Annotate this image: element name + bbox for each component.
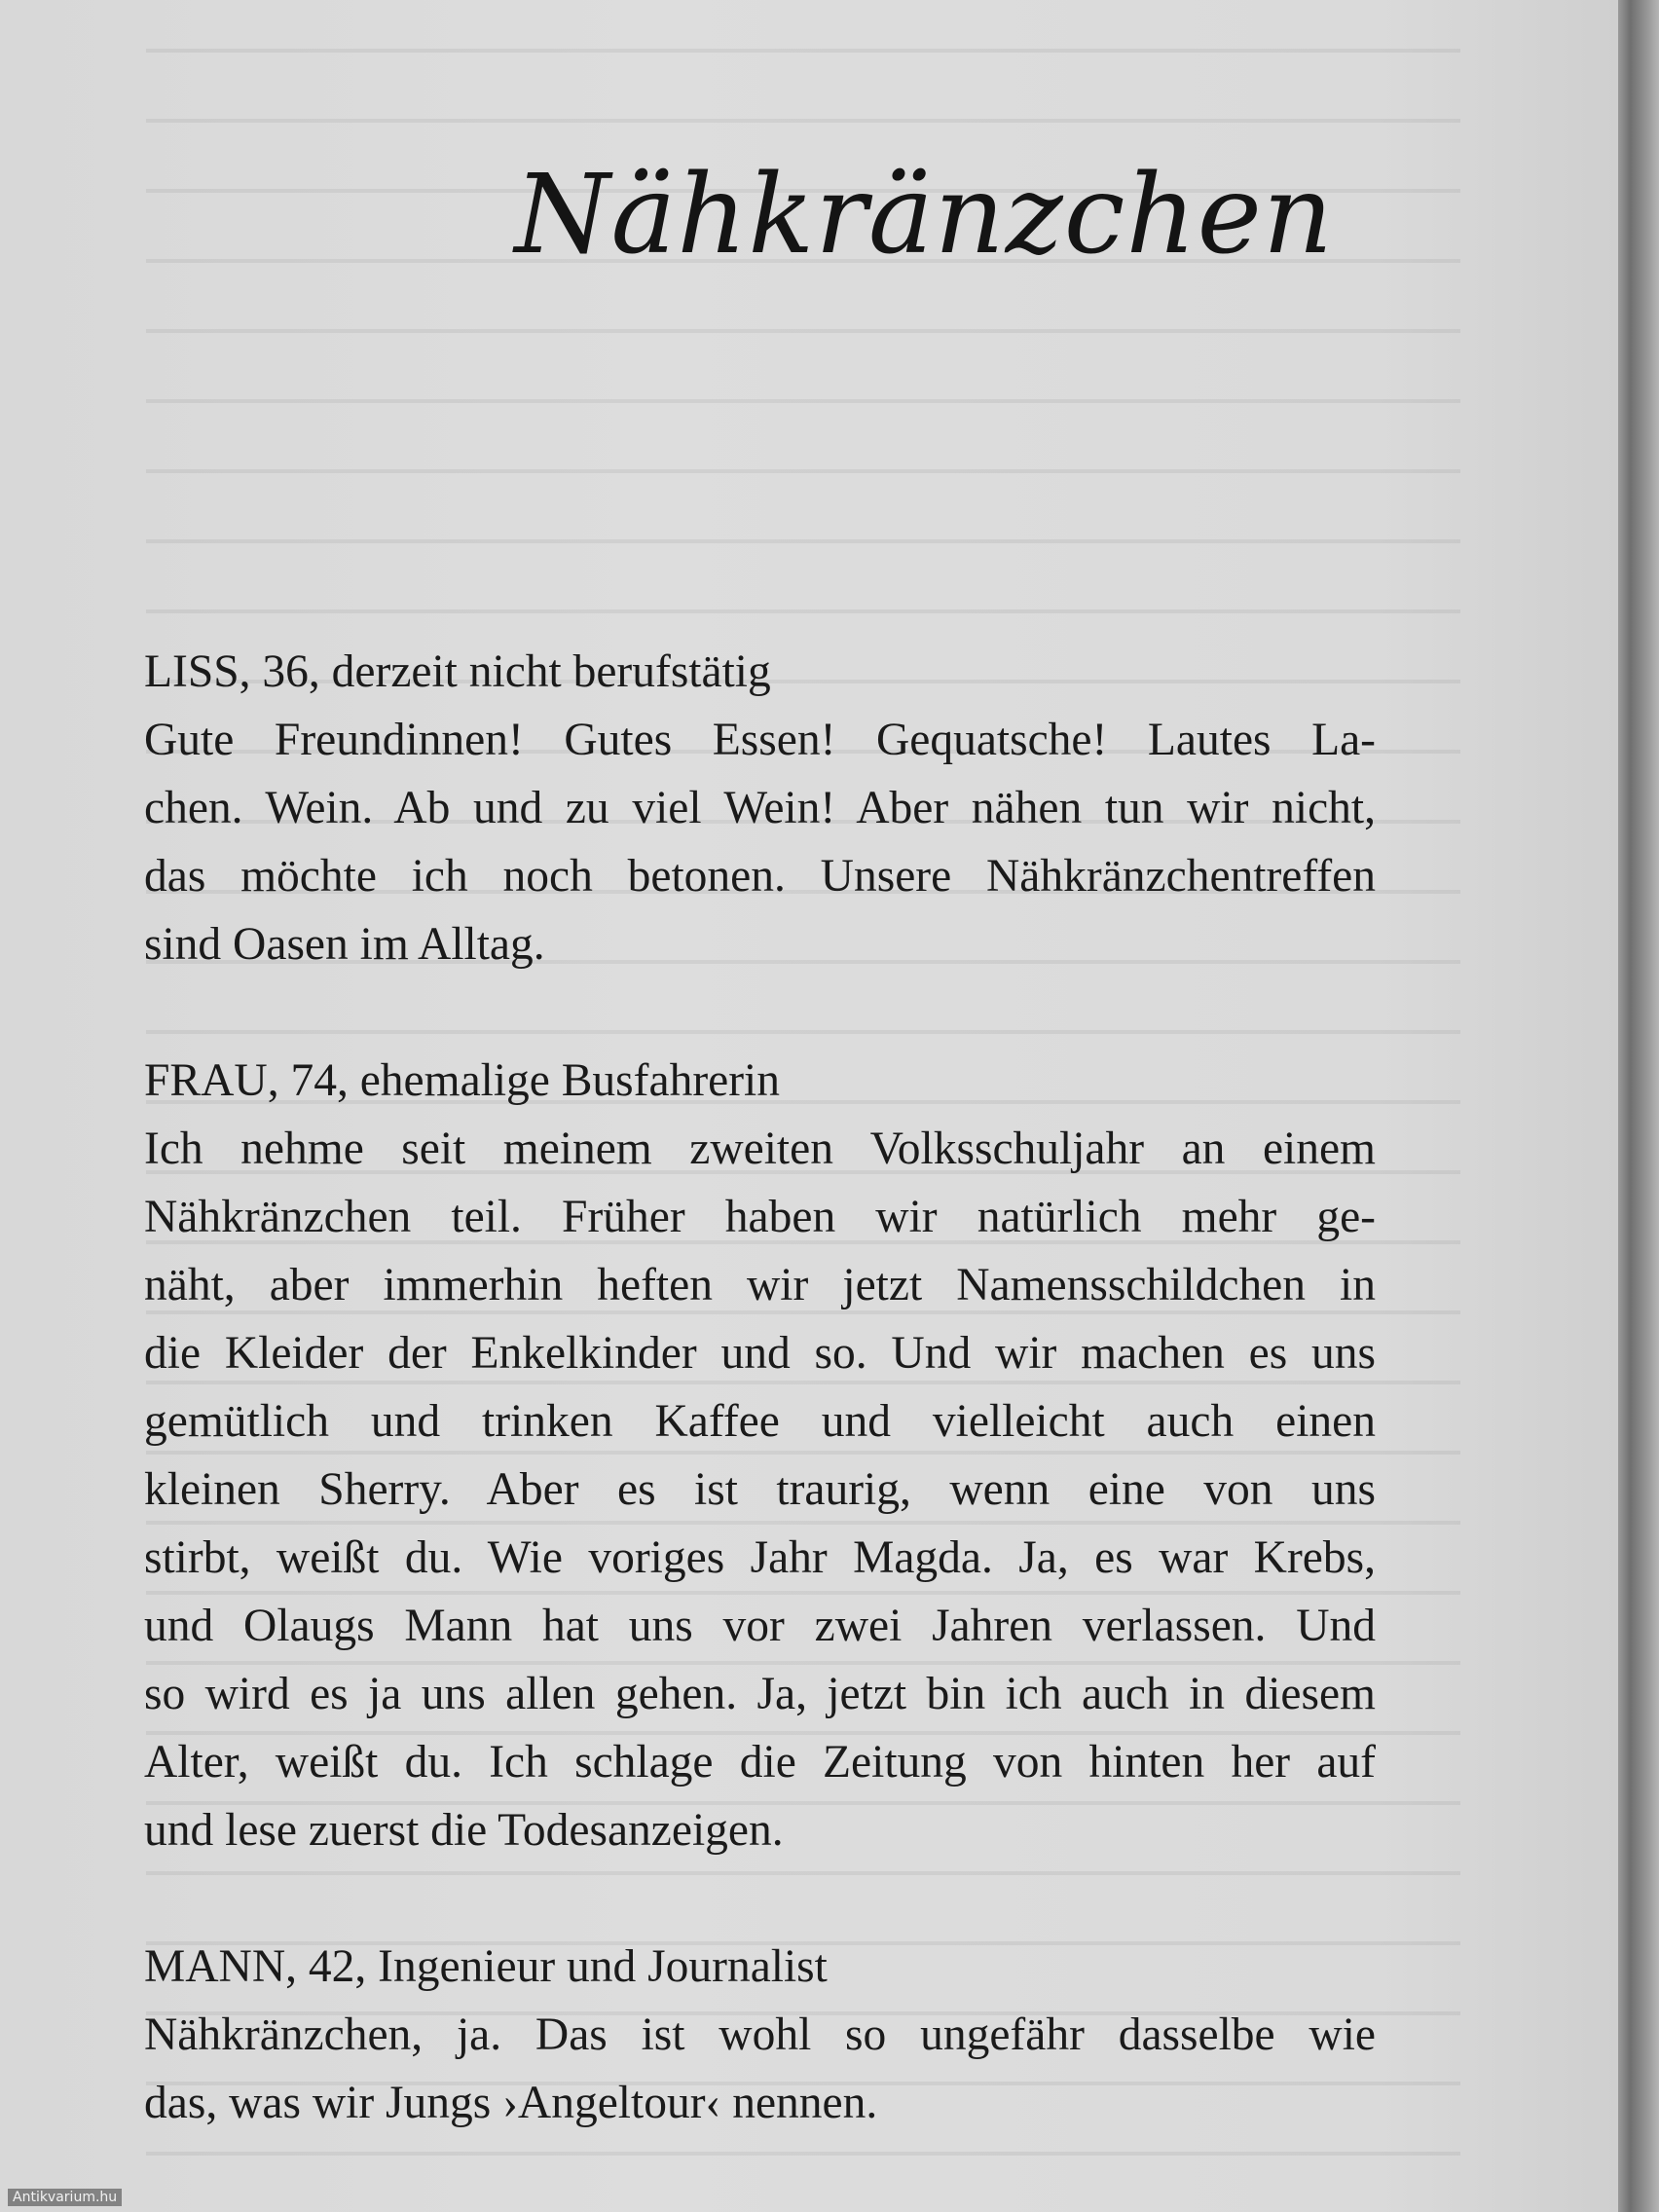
entry-frau [144,1047,1376,1864]
text-line: chen. Wein. Ab und zu viel Wein! Aber nähen tun wir nicht, [144,783,1376,833]
text-line: das möchte ich noch betonen. Unsere Nähkränzchentreffen [144,851,1376,902]
text-line: das, was wir Jungs ›Angeltour‹ nennen. [144,2078,878,2128]
chapter-title: Nähkränzchen [514,152,1334,278]
text-line: Ich nehme seit meinem zweiten Volksschuljahr an einem [144,1124,1376,1174]
text-line: und Olaugs Mann hat uns vor zwei Jahren verlassen. Und [144,1601,1376,1651]
text-line: sind Oasen im Alltag. [144,919,545,970]
text-line: kleinen Sherry. Aber es ist traurig, wenn eine von uns [144,1464,1376,1515]
text-line: Gute Freundinnen! Gutes Essen! Gequatsche! Lautes La- [144,715,1376,765]
text-line: gemütlich und trinken Kaffee und vielleicht auch einen [144,1396,1376,1447]
page-edge-shadow [1618,0,1659,2212]
text-line: die Kleider der Enkelkinder und so. Und wir machen es uns [144,1328,1376,1379]
text-line: Nähkränzchen teil. Früher haben wir natürlich mehr ge- [144,1192,1376,1242]
speaker-label: FRAU, 74, ehemalige Busfahrerin [144,1055,780,1106]
entry-mann [144,1933,1376,2137]
text-line: stirbt, weißt du. Wie voriges Jahr Magda. Ja, es war Krebs, [144,1532,1376,1583]
watermark: Antikvarium.hu [8,2189,122,2206]
text-line: und lese zuerst die Todesanzeigen. [144,1805,784,1856]
speaker-label: MANN, 42, Ingenieur und Journalist [144,1941,828,1992]
text-line: näht, aber immerhin heften wir jetzt Namensschildchen in [144,1260,1376,1310]
speaker-label: LISS, 36, derzeit nicht berufstätig [144,646,771,697]
text-line: Alter, weißt du. Ich schlage die Zeitung von hinten her auf [144,1737,1376,1788]
text-line: so wird es ja uns allen gehen. Ja, jetzt bin ich auch in diesem [144,1669,1376,1719]
interview-text [144,638,1376,2205]
text-line: Nähkränzchen, ja. Das ist wohl so ungefähr dasselbe wie [144,2009,1376,2060]
entry-liss [144,638,1376,978]
